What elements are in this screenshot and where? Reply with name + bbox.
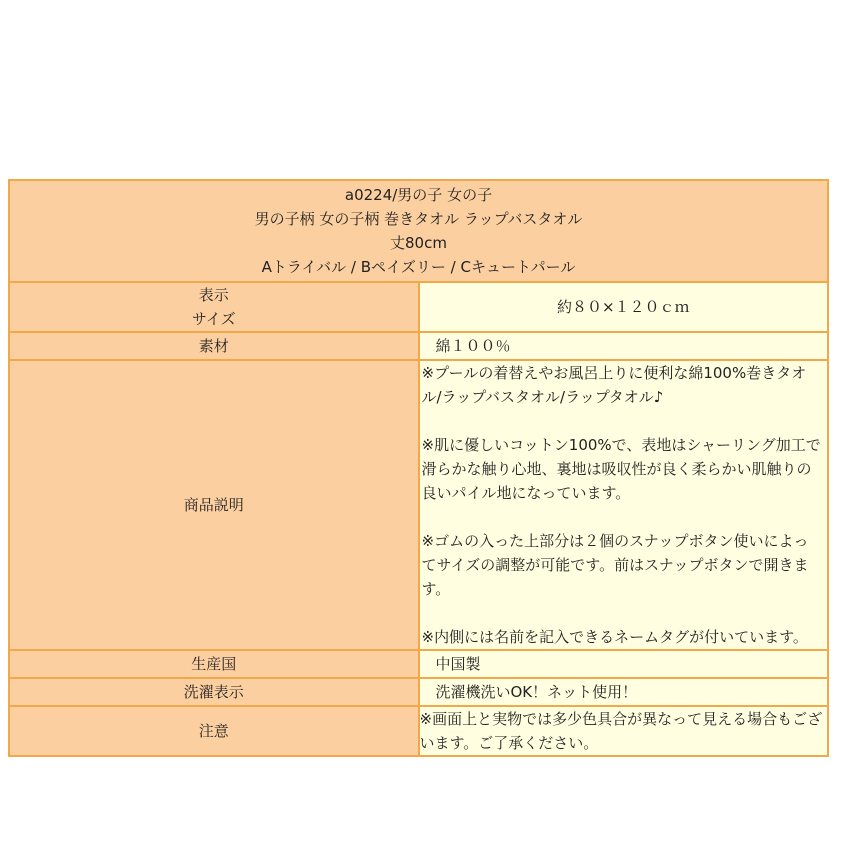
size-label-line2: サイズ: [191, 310, 236, 328]
variants-line: Aトライバル / Bペイズリー / Cキュートパール: [261, 258, 576, 276]
caution-label: 注意: [9, 706, 419, 756]
description-paragraph-2: ※肌に優しいコットン100%で、表地はシャーリング加工で滑らかな触り心地、裏地は吸収性が良く柔らかい肌触りの良いパイル地になっています。: [421, 436, 821, 502]
origin-value: 中国製: [419, 650, 829, 678]
header-row: [9, 180, 828, 282]
header-cell: [9, 180, 828, 282]
description-paragraph-4: ※内側には名前を記入できるネームタグが付いています。: [421, 628, 808, 646]
product-name-line: 男の子柄 女の子柄 巻きタオル ラップバスタオル: [254, 210, 583, 228]
material-label: 素材: [9, 332, 419, 360]
size-label-line1: 表示: [198, 286, 229, 304]
description-label: 商品説明: [9, 360, 419, 650]
description-paragraph-1: ※プールの着替えやお風呂上りに便利な綿100%巻きタオル/ラップバスタオル/ラップタオル♪: [421, 364, 807, 406]
washing-label: 洗濯表示: [9, 678, 419, 706]
description-value: [419, 360, 829, 650]
description-row: [9, 360, 828, 650]
size-label-cell: [9, 282, 419, 332]
size-row: [9, 282, 828, 332]
caution-row: [9, 706, 828, 756]
product-spec-table: [8, 179, 829, 757]
washing-row: [9, 678, 828, 706]
origin-row: [9, 650, 828, 678]
material-row: [9, 332, 828, 360]
caution-value: ※画面上と実物では多少色具合が異なって見える場合もございます。ご了承ください。: [419, 706, 829, 756]
product-code-line: a0224/男の子 女の子: [344, 186, 493, 204]
description-paragraph-3: ※ゴムの入った上部分は２個のスナップボタン使いによってサイズの調整が可能です。前はスナップボタンで開きます。: [421, 532, 809, 598]
origin-label: 生産国: [9, 650, 419, 678]
size-value: 約８０×１２０ｃｍ: [419, 282, 829, 332]
material-value: 綿１００％: [419, 332, 829, 360]
length-line: 丈80cm: [390, 234, 447, 252]
washing-value: 洗濯機洗いOK！ネット使用！: [419, 678, 829, 706]
